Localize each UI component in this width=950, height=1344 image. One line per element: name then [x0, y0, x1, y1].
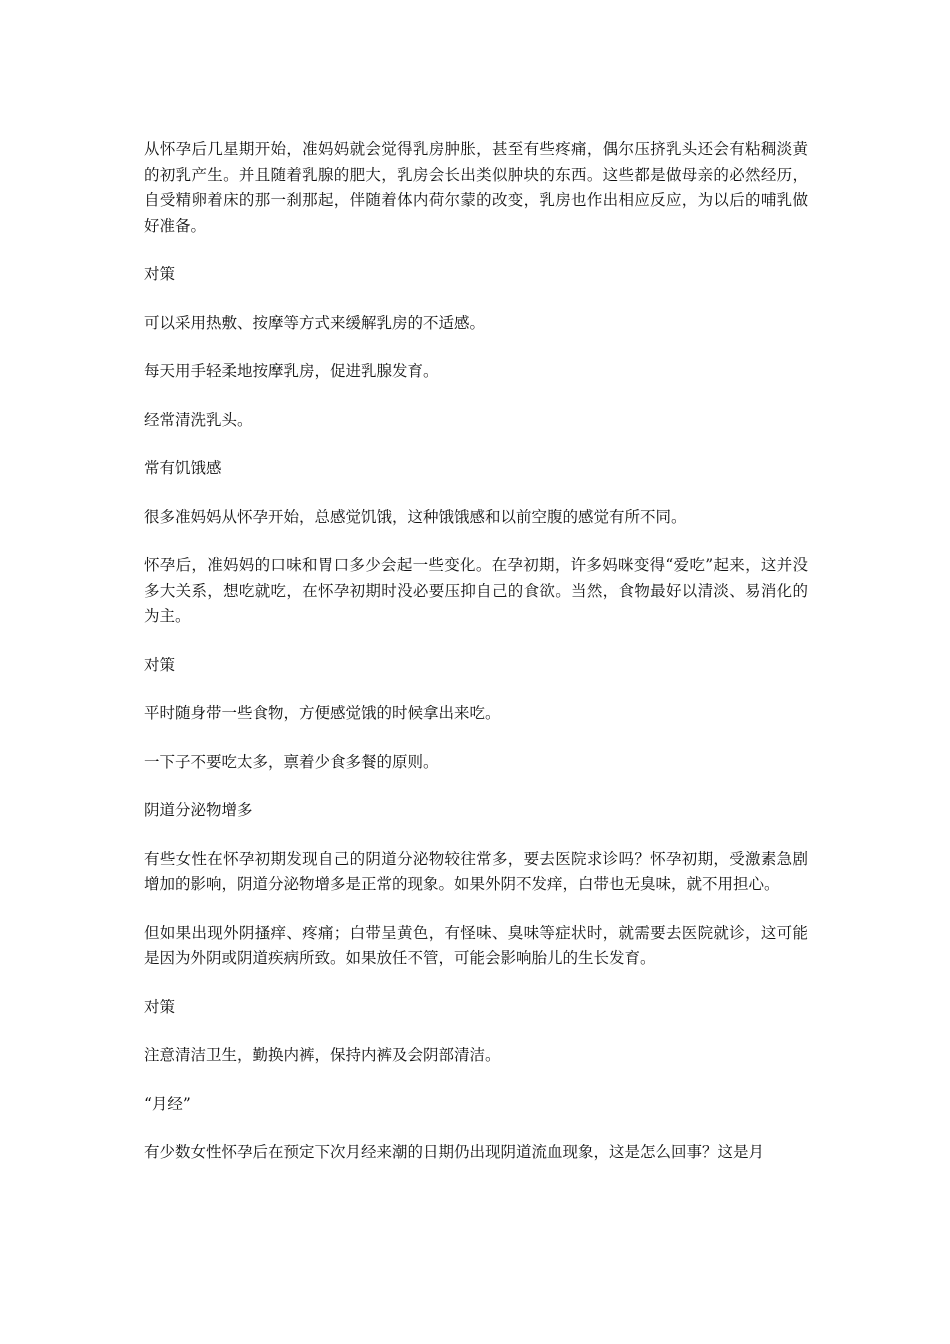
heading-countermeasures: 对策 [144, 997, 176, 1016]
paragraph: 平时随身带一些食物，方便感觉饿的时候拿出来吃。 [144, 704, 501, 722]
paragraph: 可以采用热敷、按摩等方式来缓解乳房的不适感。 [144, 313, 486, 332]
paragraph: 有些女性在怀孕初期发现自己的阴道分泌物较往常多，要去医院求诊吗？怀孕初期，受激素急剧增加的影响，阴道分泌物增多是正常的现象。如果外阴不发痒，白带也无臭味，就不用担心。 [144, 849, 808, 893]
heading-countermeasures: 对策 [144, 655, 176, 674]
section-heading-discharge: 阴道分泌物增多 [144, 801, 253, 819]
heading-countermeasures: 对策 [144, 265, 176, 283]
paragraph: 但如果出现外阴搔痒、疼痛；白带呈黄色，有怪味、臭味等症状时，就需要去医院就诊，这可能是因为外阴或阴道疾病所致。如果放任不管，可能会影响胎儿的生长发育。 [144, 923, 808, 967]
paragraph: 怀孕后，准妈妈的口味和胃口多少会起一些变化。在孕初期，许多妈咪变得“爱吃”起来，这并没多大关系，想吃就吃，在怀孕初期时没必要压抑自己的食欲。当然，食物最好以清淡、易消化的为主。 [144, 556, 808, 625]
section-heading-hunger: 常有饥饿感 [144, 459, 222, 477]
paragraph: 注意清洁卫生，勤换内裤，保持内裤及会阴部清洁。 [144, 1046, 501, 1064]
paragraph-breast-changes: 从怀孕后几星期开始，准妈妈就会觉得乳房肿胀，甚至有些疼痛，偶尔压挤乳头还会有粘稠淡黄的初乳产生。并且随着乳腺的肥大，乳房会长出类似肿块的东西。这些都是做母亲的必然经历，自受精卵着床的那一刹那起，伴随着体内荷尔蒙的改变，乳房也作出相应反应，为以后的哺乳做好准备。 [144, 140, 808, 235]
paragraph: 经常清洗乳头。 [144, 410, 253, 429]
document-body [144, 137, 808, 1189]
paragraph: 有少数女性怀孕后在预定下次月经来潮的日期仍出现阴道流血现象，这是怎么回事？这是月 [144, 1143, 765, 1161]
section-heading-menstruation: “月经” [144, 1094, 191, 1113]
paragraph: 每天用手轻柔地按摩乳房，促进乳腺发育。 [144, 362, 439, 380]
paragraph: 很多准妈妈从怀孕开始，总感觉饥饿，这种饿饿感和以前空腹的感觉有所不同。 [144, 507, 687, 526]
paragraph: 一下子不要吃太多，禀着少食多餐的原则。 [144, 752, 439, 771]
